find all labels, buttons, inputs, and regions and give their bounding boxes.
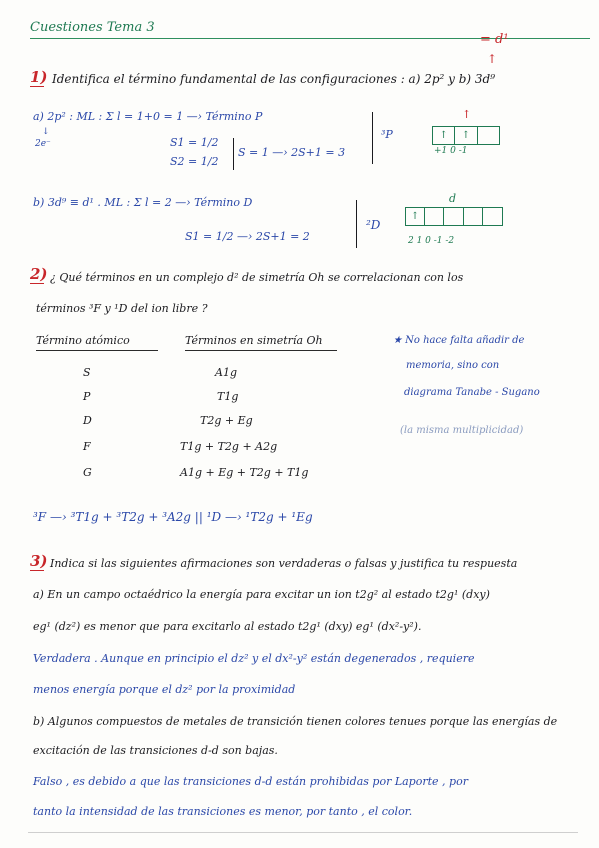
q3b-answer-2: tanto la intensidad de las transiciones es menor, por tanto , el color.: [33, 805, 413, 818]
orbital-empty: [444, 208, 463, 225]
q1b-term: ²D: [366, 218, 381, 232]
q3a-answer-2: menos energía porque el dz² por la proximidad: [33, 683, 296, 696]
q2-number-underline: [30, 283, 44, 284]
table-row-term: S: [83, 366, 91, 379]
orbital-empty: [425, 208, 444, 225]
table-row-term: D: [83, 414, 92, 427]
orbital-up-icon: ↑: [433, 127, 455, 144]
red-arrow-icon: ↑: [487, 52, 498, 66]
q2-header-underline-1: [36, 350, 158, 351]
q1a-orbital-box: [432, 126, 500, 145]
q1-number-underline: [30, 86, 44, 87]
q2-prompt-line2: términos ³F y ¹D del ion libre ?: [36, 302, 208, 315]
q3b-line2: excitación de las transiciones d-d son bajas.: [33, 744, 278, 757]
q1a-s1: S1 = 1/2: [170, 136, 219, 149]
q2-number: 2): [30, 265, 48, 283]
q1a-electrons: 2e⁻: [35, 139, 51, 149]
q3a-answer-1: Verdadera . Aunque en principio el dz² y el dx²-y² están degenerados , requiere: [33, 652, 475, 665]
q1a-s-total: S = 1 —› 2S+1 = 3: [238, 146, 346, 159]
q1a-s2: S2 = 1/2: [170, 155, 219, 168]
q1b-ml-labels: 2 1 0 -1 -2: [408, 236, 455, 246]
q3b-answer-1: Falso , es debido a que las transiciones d-d están prohibidas por Laporte , por: [33, 775, 468, 788]
orbital-empty: [464, 208, 483, 225]
table-row-oh: A1g + Eg + T2g + T1g: [180, 466, 309, 479]
table-row-oh: A1g: [215, 366, 237, 379]
table-row-oh: T2g + Eg: [200, 414, 253, 427]
q2-col-header-1: Término atómico: [36, 334, 130, 347]
q3-number: 3): [30, 552, 48, 570]
q1b-s: S1 = 1/2 —› 2S+1 = 2: [185, 230, 310, 243]
q1a-brace: [233, 138, 234, 170]
page-bottom-edge: [28, 832, 578, 833]
orbital-up-icon: ↑: [406, 208, 425, 225]
q3a-line2: eg¹ (dz²) es menor que para excitarlo al estado t2g¹ (dxy) eg¹ (dx²-y²).: [33, 620, 422, 633]
orbital-up-icon: ↑: [455, 127, 477, 144]
q1b-orbital-box: [405, 207, 503, 226]
q1a-red-up-icon: ↑: [462, 108, 472, 121]
table-row-oh: T1g: [217, 390, 239, 403]
orbital-empty: [478, 127, 499, 144]
q2-col-header-2: Términos en simetría Oh: [185, 334, 323, 347]
q2-side-note-1: ★ No hace falta añadir de: [393, 335, 525, 346]
q2-side-note-4: (la misma multiplicidad): [400, 425, 524, 436]
q2-header-underline-2: [185, 350, 337, 351]
table-row-term: F: [83, 440, 91, 453]
q2-prompt-line1: ¿ Qué términos en un complejo d² de simetría Oh se correlacionan con los: [50, 271, 464, 284]
q1b-line1: b) 3d⁹ ≡ d¹ . ML : Σ l = 2 —› Término D: [33, 196, 253, 209]
q1a-arrow-icon: ↓: [42, 127, 50, 137]
q1-prompt: Identifica el término fundamental de las configuraciones : a) 2p² y b) 3d⁹: [52, 72, 496, 86]
red-note-d1: = d¹: [480, 32, 509, 47]
table-row-oh: T1g + T2g + A2g: [180, 440, 278, 453]
q1b-d-label: d: [449, 192, 457, 205]
table-row-term: P: [83, 390, 91, 403]
q3b-line1: b) Algunos compuestos de metales de transición tienen colores tenues porque las energías de: [33, 715, 558, 728]
table-row-term: G: [83, 466, 92, 479]
orbital-empty: [483, 208, 502, 225]
q1-number: 1): [30, 68, 48, 86]
q1a-term: ³P: [381, 128, 393, 141]
q3a-line1: a) En un campo octaédrico la energía para excitar un ion t2g² al estado t2g¹ (dxy): [33, 588, 490, 601]
q1a-term-brace: [372, 112, 373, 164]
page-title: Cuestiones Tema 3: [30, 20, 155, 35]
q1a-config: a) 2p² : ML : Σ l = 1+0 = 1 —› Término P: [33, 110, 263, 123]
q2-side-note-3: diagrama Tanabe - Sugano: [404, 387, 540, 398]
q1b-brace: [356, 200, 357, 248]
q1a-ml-labels: +1 0 -1: [434, 146, 468, 156]
q2-side-note-2: memoria, sino con: [406, 360, 500, 371]
q3-number-underline: [30, 570, 44, 571]
q2-correlation: ³F —› ³T1g + ³T2g + ³A2g || ¹D —› ¹T2g + ¹Eg: [33, 510, 313, 524]
q3-prompt: Indica si las siguientes afirmaciones son verdaderas o falsas y justifica tu respuesta: [50, 557, 518, 570]
